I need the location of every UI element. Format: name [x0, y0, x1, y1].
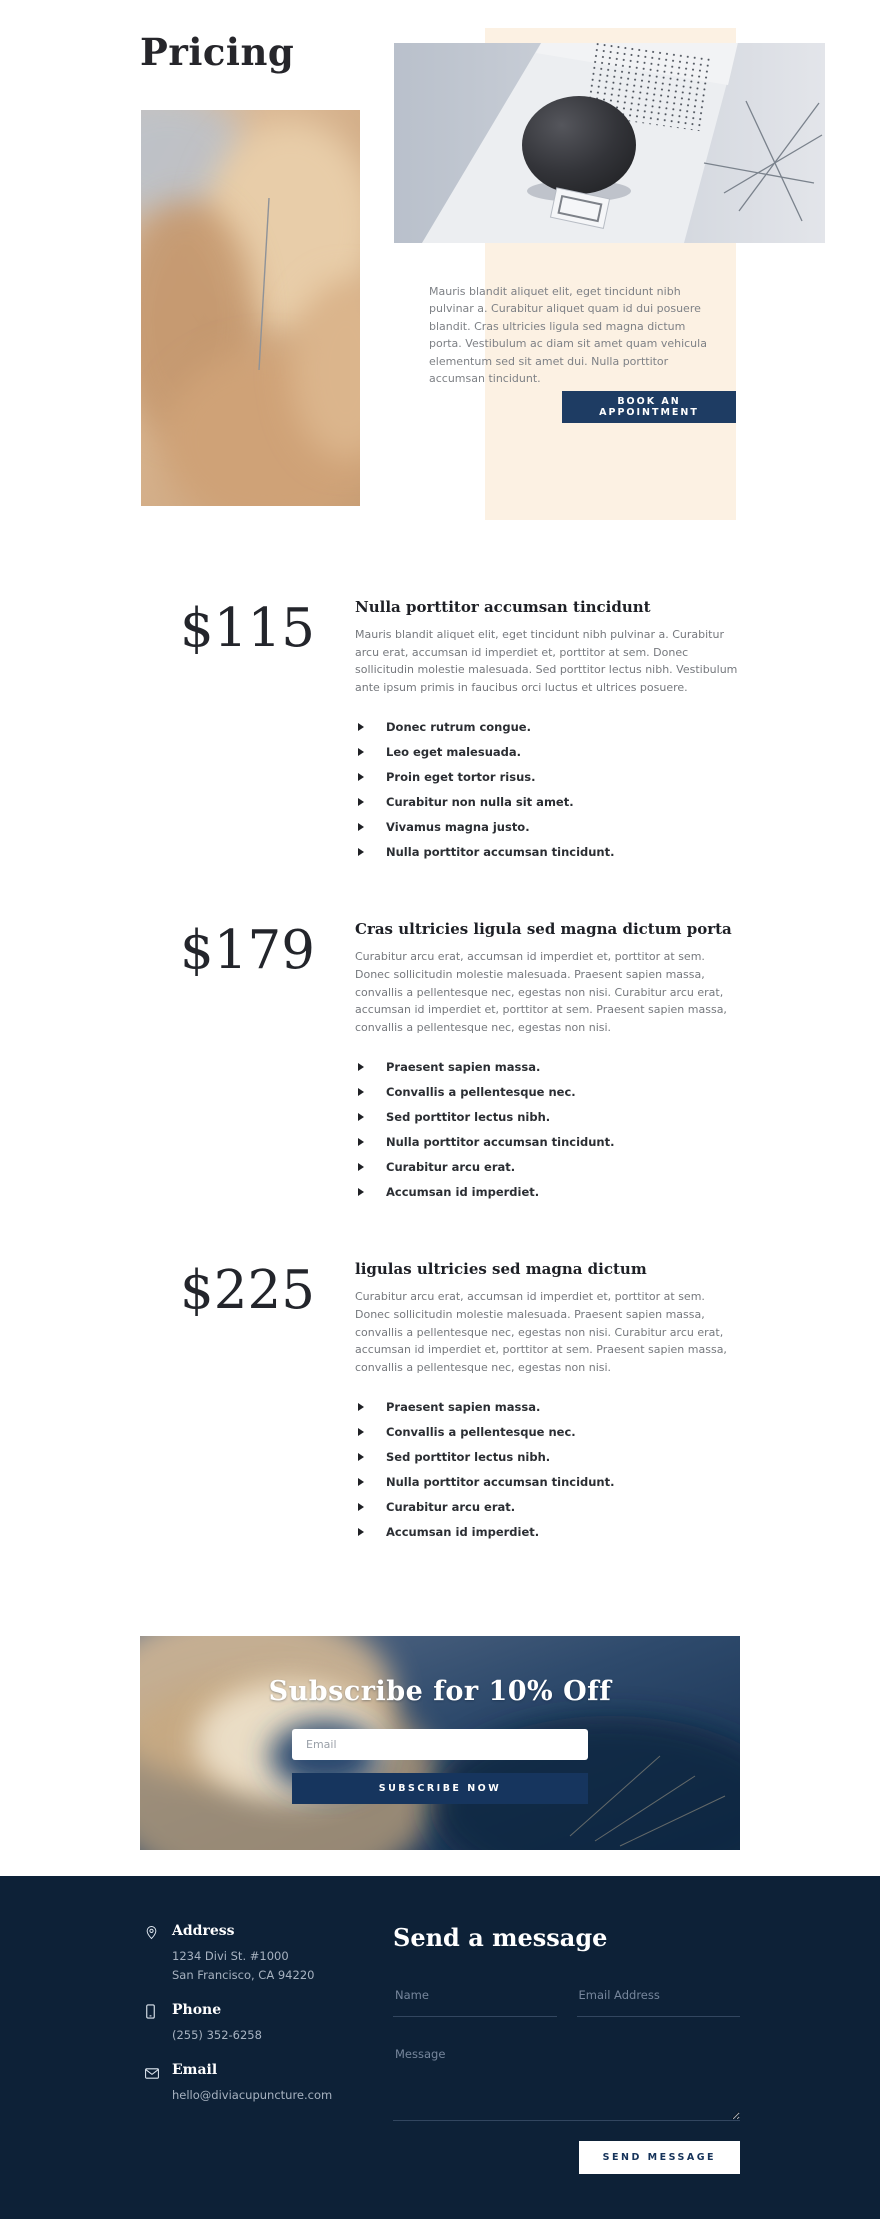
triangle-right-icon: [358, 1113, 364, 1121]
feature-label: Leo eget malesuada.: [386, 745, 522, 760]
contact-form: [393, 1923, 740, 2174]
pricing-tier-2: [140, 920, 740, 1210]
envelope-icon: [145, 2062, 172, 2104]
contact-line: 1234 Divi St. #1000: [172, 1949, 289, 1964]
feature-item: [355, 745, 740, 759]
contact-label: Phone: [172, 2002, 222, 2019]
feature-label: Sed porttitor lectus nibh.: [386, 1110, 551, 1125]
tier-description: Curabitur arcu erat, accumsan id imperdiet et, porttitor at sem. Donec sollicitudin molestie malesuada. Praesent sapien massa, convallis a pellentesque nec, egestas non nisi. Curabitur arcu erat, accumsan id imperdiet et, porttitor at sem. Praesent sapien massa, convallis a pellentesque nec, egestas non nisi.: [355, 950, 727, 1034]
acupuncture-tools-photo: [394, 43, 825, 243]
triangle-right-icon: [358, 1428, 364, 1436]
feature-item: [355, 820, 740, 834]
feature-label: Curabitur arcu erat.: [386, 1500, 516, 1515]
email-address-input[interactable]: [577, 1982, 741, 2017]
feature-label: Accumsan id imperdiet.: [386, 1185, 540, 1200]
contact-line: San Francisco, CA 94220: [172, 1967, 315, 1982]
contact-label: Email: [172, 2062, 218, 2079]
subscribe-heading: Subscribe for 10% Off: [268, 1676, 612, 1708]
contact-form-heading: Send a message: [393, 1923, 608, 1953]
feature-label: Curabitur non nulla sit amet.: [386, 795, 574, 810]
contact-label: Address: [172, 1923, 235, 1940]
feature-item: [355, 1475, 740, 1489]
feature-item: [355, 1060, 740, 1074]
message-textarea[interactable]: [393, 2041, 740, 2121]
triangle-right-icon: [358, 1088, 364, 1096]
feature-label: Nulla porttitor accumsan tincidunt.: [386, 845, 615, 860]
pricing-tiers-section: [0, 520, 880, 1550]
tier-feature-list: [355, 1400, 740, 1539]
triangle-right-icon: [358, 773, 364, 781]
feature-label: Donec rutrum congue.: [386, 720, 531, 735]
triangle-right-icon: [358, 1063, 364, 1071]
footer-section: [0, 1876, 880, 2219]
name-input[interactable]: [393, 1982, 557, 2017]
feature-item: [355, 1400, 740, 1414]
hero-description: Mauris blandit aliquet elit, eget tincidunt nibh pulvinar a. Curabitur aliquet quam id dui posuere blandit. Cras ultricies ligula sed magna dictum porta. Vestibulum ac diam sit amet quam vehicula elementum sed sit amet dui. Nulla porttitor accumsan tincidunt.: [429, 285, 707, 385]
feature-label: Sed porttitor lectus nibh.: [386, 1450, 551, 1465]
subscribe-section: [140, 1636, 740, 1850]
feature-label: Convallis a pellentesque nec.: [386, 1085, 576, 1100]
subscribe-now-button[interactable]: SUBSCRIBE NOW: [292, 1773, 588, 1804]
triangle-right-icon: [358, 1403, 364, 1411]
feature-label: Praesent sapien massa.: [386, 1060, 541, 1075]
tier-title: Cras ultricies ligula sed magna dictum porta: [355, 920, 732, 939]
feature-item: [355, 1425, 740, 1439]
triangle-right-icon: [358, 1453, 364, 1461]
contact-info-column: [140, 1923, 393, 2174]
contact-block-address: [145, 1923, 393, 1984]
feature-item: [355, 1085, 740, 1099]
tier-description: Mauris blandit aliquet elit, eget tincidunt nibh pulvinar a. Curabitur arcu erat, accumsan id imperdiet et, porttitor at sem. Donec sollicitudin molestie malesuada. Sed porttitor lectus nibh. Vestibulum ante ipsum primis in faucibus orci luctus et ultrices posuere.: [355, 628, 738, 694]
contact-line: hello@diviacupuncture.com: [172, 2088, 333, 2103]
feature-label: Praesent sapien massa.: [386, 1400, 541, 1415]
feature-item: [355, 770, 740, 784]
tier-price: $179: [180, 920, 315, 982]
feature-item: [355, 795, 740, 809]
feature-item: [355, 1185, 740, 1199]
feature-item: [355, 720, 740, 734]
contact-block-phone: [145, 2002, 393, 2044]
triangle-right-icon: [358, 823, 364, 831]
map-pin-icon: [145, 1923, 172, 1984]
feature-item: [355, 1135, 740, 1149]
hands-needle-photo: [141, 110, 360, 506]
feature-item: [355, 845, 740, 859]
triangle-right-icon: [358, 1188, 364, 1196]
tier-price: $225: [180, 1260, 315, 1322]
triangle-right-icon: [358, 848, 364, 856]
feature-label: Convallis a pellentesque nec.: [386, 1425, 576, 1440]
feature-label: Nulla porttitor accumsan tincidunt.: [386, 1475, 615, 1490]
triangle-right-icon: [358, 723, 364, 731]
feature-item: [355, 1110, 740, 1124]
contact-line: (255) 352-6258: [172, 2028, 262, 2043]
email-input[interactable]: [292, 1729, 588, 1760]
feature-item: [355, 1450, 740, 1464]
tier-description: Curabitur arcu erat, accumsan id imperdiet et, porttitor at sem. Donec sollicitudin molestie malesuada. Praesent sapien massa, convallis a pellentesque nec, egestas non nisi. Curabitur arcu erat, accumsan id imperdiet et, porttitor at sem. Praesent sapien massa, convallis a pellentesque nec, egestas non nisi.: [355, 1290, 727, 1374]
feature-label: Nulla porttitor accumsan tincidunt.: [386, 1135, 615, 1150]
triangle-right-icon: [358, 1163, 364, 1171]
feature-item: [355, 1525, 740, 1539]
book-appointment-button[interactable]: BOOK AN APPOINTMENT: [562, 391, 736, 423]
feature-item: [355, 1160, 740, 1174]
triangle-right-icon: [358, 1478, 364, 1486]
send-message-button[interactable]: SEND MESSAGE: [579, 2141, 740, 2174]
triangle-right-icon: [358, 1138, 364, 1146]
page-title: Pricing: [140, 30, 295, 74]
hero-section: [0, 0, 880, 520]
triangle-right-icon: [358, 798, 364, 806]
feature-label: Accumsan id imperdiet.: [386, 1525, 540, 1540]
tier-title: Nulla porttitor accumsan tincidunt: [355, 598, 651, 616]
pricing-tier-1: [140, 598, 740, 870]
tier-title: ligulas ultricies sed magna dictum: [355, 1260, 647, 1279]
feature-label: Vivamus magna justo.: [386, 820, 530, 835]
triangle-right-icon: [358, 1528, 364, 1536]
mobile-phone-icon: [145, 2002, 172, 2044]
tier-feature-list: [355, 1060, 740, 1199]
contact-block-email: [145, 2062, 393, 2104]
triangle-right-icon: [358, 748, 364, 756]
tier-feature-list: [355, 720, 740, 859]
tier-price: $115: [180, 598, 315, 659]
feature-label: Curabitur arcu erat.: [386, 1160, 516, 1175]
feature-label: Proin eget tortor risus.: [386, 770, 536, 785]
pricing-tier-3: [140, 1260, 740, 1550]
feature-item: [355, 1500, 740, 1514]
triangle-right-icon: [358, 1503, 364, 1511]
